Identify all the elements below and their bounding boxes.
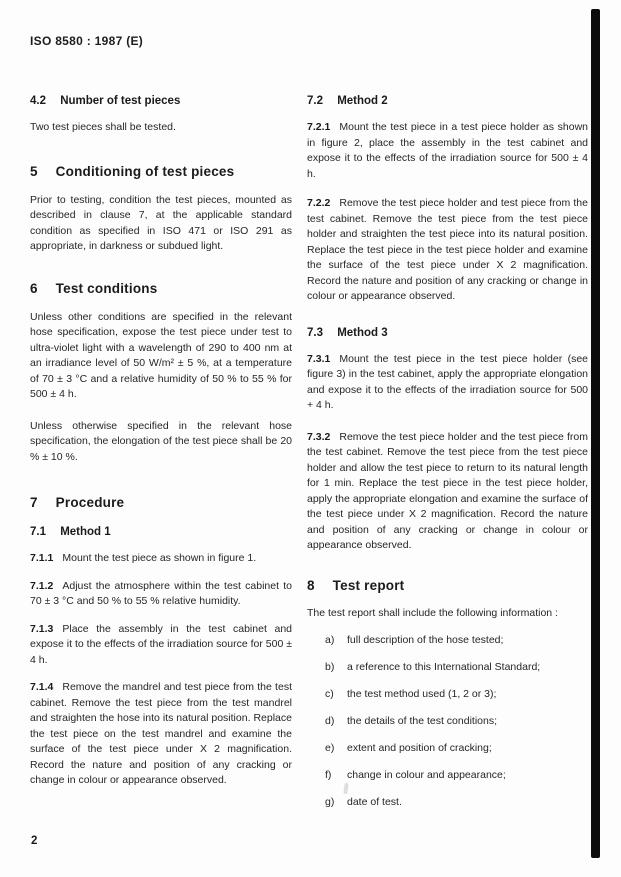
paragraph-7-1-3 [30, 622, 292, 669]
paragraph-7-3-2 [307, 430, 588, 554]
scan-artifact-bar [591, 9, 600, 858]
clause-number: 4.2 [30, 95, 46, 107]
clause-text: Remove the mandrel and test piece from the test cabinet. Remove the test piece from the test mandrel and straighten the hose into its natural position. Replace the test piece on the test mandrel and examine the surface of the test piece under X 2 magnification. Record the nature and position of any cracking or change in colour or appearance observed. [30, 681, 292, 786]
report-item-b [325, 660, 588, 675]
test-report-item-list [307, 633, 588, 810]
item-label: b) [325, 661, 335, 673]
report-item-e [325, 741, 588, 756]
item-label: e) [325, 742, 335, 754]
clause-text: Mount the test piece as shown in figure 1. [62, 552, 257, 564]
clause-number: 7.2.1 [307, 121, 331, 133]
clause-text: Place the assembly in the test cabinet and expose it to the effects of the irradiation source for 500 ± 4 h. [30, 622, 292, 666]
paragraph-7-2-1 [307, 120, 588, 182]
item-label: c) [325, 688, 334, 700]
item-text: the test method used (1, 2 or 3); [347, 688, 497, 700]
report-item-c [325, 687, 588, 702]
heading-title: Method 2 [337, 95, 388, 107]
report-item-f [325, 768, 588, 783]
paragraph-7-1-1 [30, 551, 292, 567]
item-text: extent and position of cracking; [347, 742, 492, 754]
clause-number: 7.2 [307, 95, 323, 107]
clause-number: 7.1.2 [30, 579, 54, 592]
item-text: the details of the test conditions; [347, 715, 498, 727]
heading-6-test-conditions [30, 281, 292, 296]
report-item-a [325, 633, 588, 648]
item-text: full description of the hose tested; [347, 634, 504, 646]
clause-number: 7.1.4 [30, 681, 54, 693]
heading-title: Number of test pieces [60, 95, 181, 107]
clause-number: 7.3.1 [307, 352, 331, 365]
heading-title: Test conditions [55, 280, 158, 296]
clause-number: 5 [30, 163, 38, 179]
clause-text: Adjust the atmosphere within the test cabinet to 70 ± 3 °C and 50 % to 55 % relative humidity. [30, 579, 292, 607]
clause-text: Remove the test piece holder and the test piece from the test cabinet. Remove the test piece from the test piece holder and allow the test piece to return to its natural length for 1 min. Replace the test piece in the test piece holder, apply the appropriate elongation and examine the surface of the test piece under X 2 magnification. Record the nature and position of any cracking or change in colour or appearance observed. [307, 430, 588, 551]
clause-number: 7.2.2 [307, 197, 331, 209]
item-label: a) [325, 634, 335, 646]
item-label: f) [325, 769, 332, 781]
clause-number: 7 [30, 495, 38, 510]
clause-text: Remove the test piece holder and test piece from the test cabinet. Remove the test piece from the test piece holder and straighten the test piece into its natural position. Replace the test piece in the test piece holder and examine the surface of the test piece under X 2 magnification. Record the nature and position of any cracking or change in colour or appearance observed. [307, 197, 588, 302]
paragraph-5: Prior to testing, condition the test pieces, mounted as described in clause 7, at the applicable standard condition as specified in ISO 471 or ISO 291 as appropriate, in darkness or subdued light. [30, 193, 292, 252]
left-column [30, 95, 292, 789]
clause-text: Mount the test piece in a test piece holder as shown in figure 2, place the assembly in the test cabinet and expose it to the effects of the irradiation source for 500 ± 4 h. [307, 121, 588, 180]
paragraph-7-1-4 [30, 680, 292, 789]
clause-number: 8 [307, 577, 315, 593]
heading-title: Method 3 [337, 326, 388, 339]
heading-title: Procedure [55, 495, 125, 510]
clause-number: 7.1.1 [30, 552, 54, 564]
item-text: change in colour and appearance; [347, 769, 506, 781]
clause-number: 7.1.3 [30, 622, 54, 635]
heading-5-conditioning [30, 164, 292, 179]
clause-number: 7.1 [30, 526, 46, 538]
item-label: d) [325, 715, 335, 727]
paragraph-7-3-1 [307, 352, 588, 414]
heading-7-1-method-1 [30, 526, 292, 538]
report-item-g [325, 795, 588, 810]
paragraph-7-1-2 [30, 579, 292, 610]
clause-number: 7.3 [307, 326, 323, 339]
clause-text: Mount the test piece in the test piece holder (see figure 3) in the test cabinet, apply the appropriate elongation and expose it to the effects of the irradiation source for 500 + 4 h. [307, 352, 588, 411]
item-text: date of test. [347, 796, 402, 808]
paragraph-7-2-2 [307, 196, 588, 305]
paragraph-6-b: Unless otherwise specified in the relevant hose specification, the elongation of the test piece shall be 20 % ± 10 %. [30, 419, 292, 463]
clause-number: 7.3.2 [307, 430, 331, 443]
heading-title: Method 1 [60, 526, 111, 538]
heading-4-2-number-of-test-pieces [30, 95, 292, 107]
right-column [307, 95, 588, 810]
page-number: 2 [31, 835, 38, 847]
document-reference-header: ISO 8580 : 1987 (E) [30, 34, 144, 48]
clause-number: 6 [30, 280, 38, 296]
heading-7-3-method-3 [307, 327, 588, 339]
report-item-d [325, 714, 588, 729]
heading-7-2-method-2 [307, 95, 588, 107]
heading-title: Test report [332, 577, 405, 593]
paragraph-8-intro: The test report shall include the following information : [307, 606, 558, 619]
item-text: a reference to this International Standard; [347, 661, 541, 673]
paragraph-6-a: Unless other conditions are specified in the relevant hose specification, expose the test piece under test to ultra-violet light with a wavelength of 290 to 400 nm at an irradiance level of 50 W/m² ± 5 %, at a temperature of 70 ± 3 °C and a relative humidity of 50 % to 55 % for 500 ± 4 h. [30, 310, 292, 400]
heading-8-test-report [307, 578, 588, 593]
heading-7-procedure [30, 495, 292, 510]
heading-title: Conditioning of test pieces [55, 163, 235, 179]
item-label: g) [325, 796, 335, 808]
paragraph-4-2: Two test pieces shall be tested. [30, 121, 176, 133]
